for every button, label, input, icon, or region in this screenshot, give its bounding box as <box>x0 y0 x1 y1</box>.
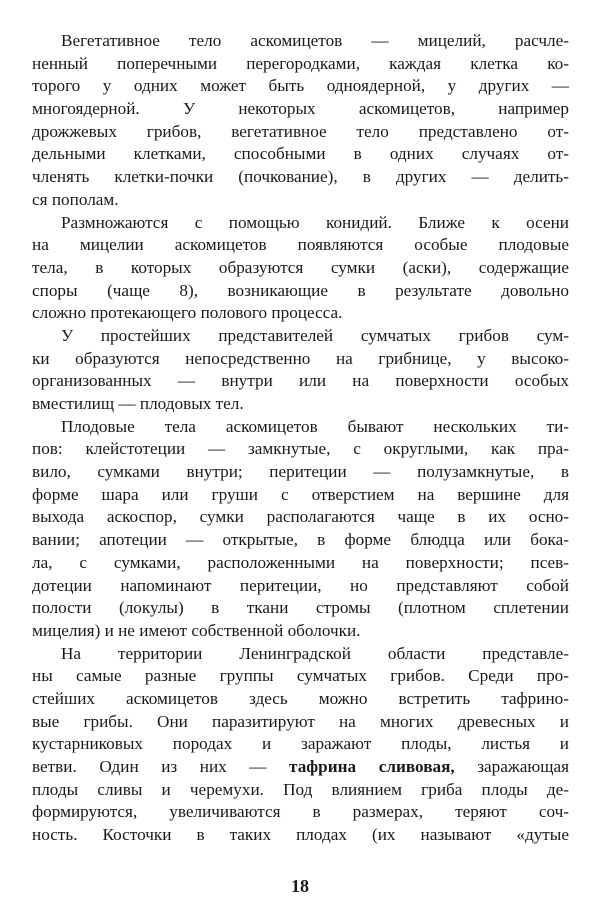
paragraph-fruiting-bodies <box>32 416 569 643</box>
text-line: многоядерной. У некоторых аскомицетов, например <box>32 99 569 119</box>
text-line: тела, в которых образуются сумки (аски), содержащие <box>32 257 569 277</box>
text-line: Вегетативное тело аскомицетов — мицелий, расчле- <box>61 31 569 50</box>
text-line: Размножаются с помощью конидий. Ближе к осени <box>61 212 569 232</box>
text-line: вые грибы. Они паразитируют на многих древесных и <box>32 711 569 731</box>
text-line: вило, сумками внутри; перитеции — полузамкнутые, в <box>32 462 569 482</box>
text-fragment: заражающая <box>454 757 569 776</box>
text-line: сложно протекающего полового процесса. <box>32 303 343 323</box>
text-line: формируются, увеличиваются в размерах, теряют соч- <box>32 802 569 822</box>
text-line: ки образуются непосредственно на грибнице, у высоко- <box>32 348 569 368</box>
text-line: плоды сливы и черемухи. Под влиянием гриба плоды де- <box>32 779 569 799</box>
text-line-with-term <box>32 756 569 779</box>
page-number: 18 <box>291 875 309 896</box>
text-line: торого у одних может быть одноядерной, у других — <box>32 76 569 96</box>
text-line: стейших аскомицетов здесь можно встретить тафрино- <box>32 688 569 708</box>
paragraph-reproduction <box>32 212 569 325</box>
text-line: вместилищ — плодовых тел. <box>32 394 244 413</box>
text-line: ны самые разные группы сумчатых грибов. Среди про- <box>32 666 569 686</box>
text-line: ненный поперечными перегородками, каждая клетка ко- <box>32 53 569 73</box>
paragraph-mycelium <box>32 30 569 212</box>
text-line: кустарниковых породах и заражают плоды, листья и <box>32 734 569 754</box>
text-line: форме шара или груши с отверстием на вершине для <box>32 484 569 504</box>
paragraph-simple-representatives <box>32 325 569 416</box>
text-line: организованных — внутри или на поверхности особых <box>32 371 569 391</box>
text-line: вании; апотеции — открытые, в форме блюдца или бока- <box>32 530 569 550</box>
text-fragment: ветви. Один из них — <box>32 757 290 776</box>
paragraph-leningrad-region <box>32 643 569 847</box>
text-line: членять клетки-почки (почкование), в других — делить- <box>32 167 569 187</box>
text-line: Плодовые тела аскомицетов бывают нескольких ти- <box>61 416 569 436</box>
text-line: ся пополам. <box>32 189 119 209</box>
text-line: дрожжевых грибов, вегетативное тело представлено от- <box>32 121 569 141</box>
document-page <box>32 30 569 896</box>
text-line: пов: клейстотеции — замкнутые, с округлыми, как пра- <box>32 439 569 459</box>
text-line: дельными клетками, способными в одних случаях от- <box>32 144 569 164</box>
text-line: споры (чаще 8), возникающие в результате довольно <box>32 280 569 300</box>
text-line: У простейших представителей сумчатых грибов сум- <box>61 325 569 345</box>
bold-term-taphrina: тафрина сливовая, <box>289 757 455 776</box>
text-line: мицелия) и не имеют собственной оболочки. <box>32 620 361 640</box>
text-line: ность. Косточки в таких плодах (их называют «дутые <box>32 825 569 845</box>
text-line: дотеции напоминают перитеции, но представляют собой <box>32 575 569 595</box>
text-line: выхода аскоспор, сумки располагаются чаще в их осно- <box>32 507 569 527</box>
text-line: На территории Ленинградской области представле- <box>61 643 569 663</box>
text-line: на мицелии аскомицетов появляются особые плодовые <box>32 235 569 255</box>
text-line: полости (локулы) в ткани стромы (плотном сплетении <box>32 598 569 618</box>
text-line: ла, с сумками, расположенными на поверхности; псев- <box>32 552 569 572</box>
